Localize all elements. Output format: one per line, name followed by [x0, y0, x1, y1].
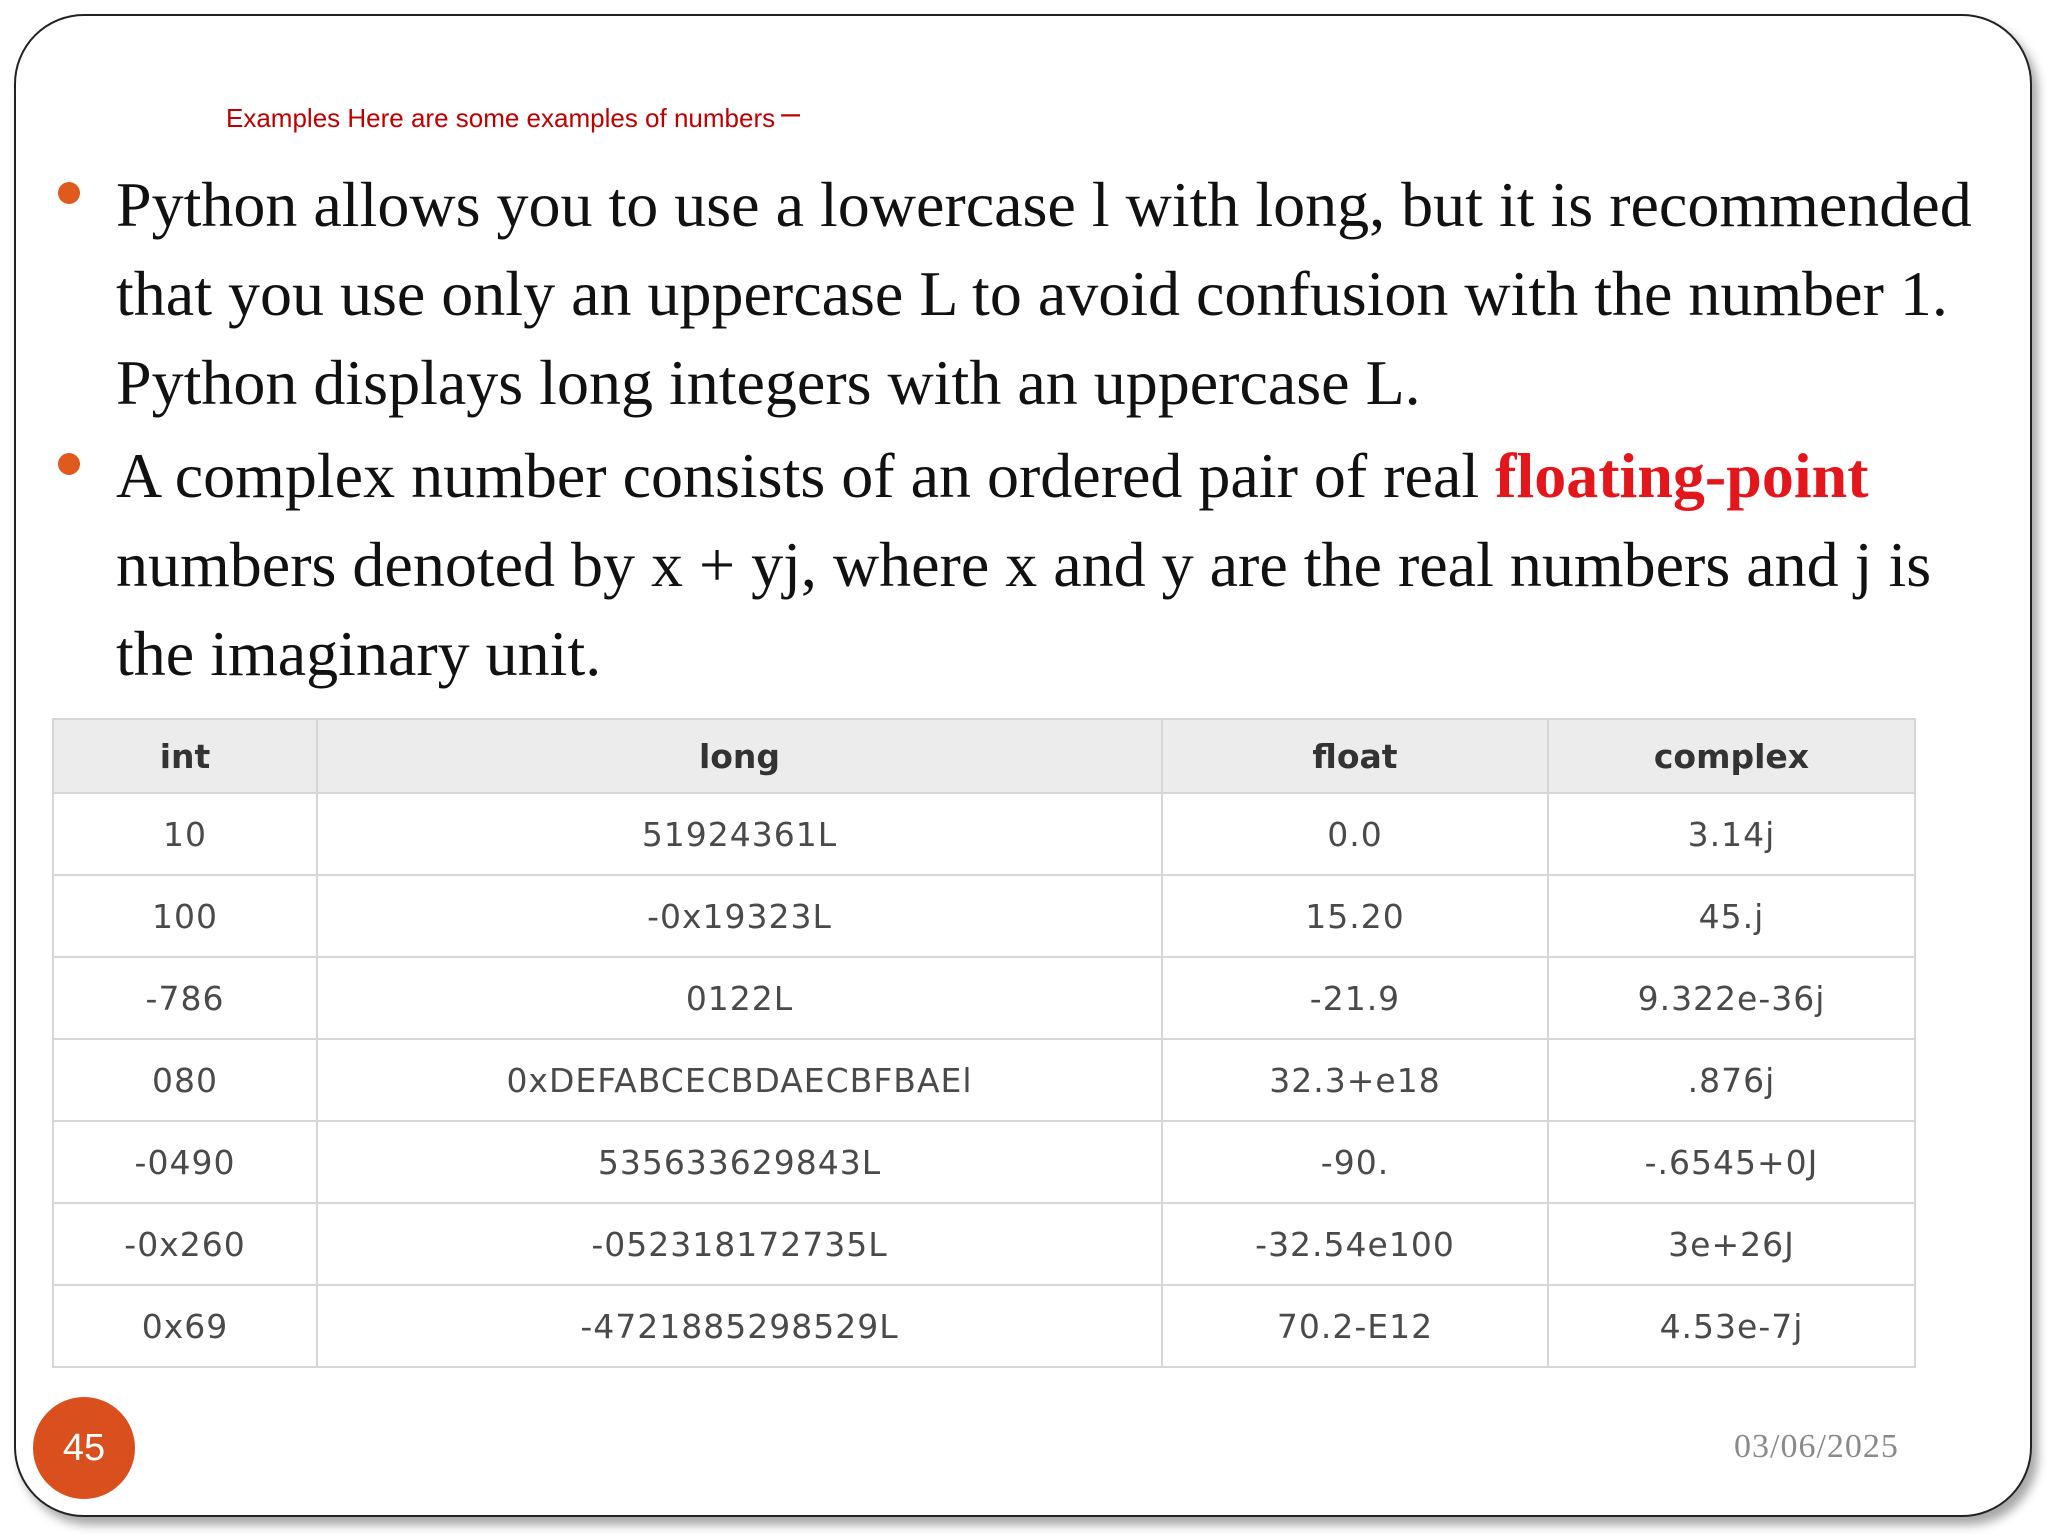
cell-long: -052318172735L	[317, 1203, 1162, 1285]
column-header-int: int	[53, 719, 317, 793]
table-body	[53, 793, 1915, 1367]
table-row	[53, 793, 1915, 875]
number-examples-table	[52, 718, 1916, 1368]
cell-long: 0122L	[317, 957, 1162, 1039]
table-row	[53, 1285, 1915, 1367]
cell-complex: 3.14j	[1548, 793, 1915, 875]
cell-complex: .876j	[1548, 1039, 1915, 1121]
cell-int: 100	[53, 875, 317, 957]
header-note-text: Examples Here are some examples of numbers	[226, 103, 776, 133]
column-header-complex: complex	[1548, 719, 1915, 793]
bullet-text-after: numbers denoted by x + yj, where x and y are the real numbers and j is the imaginary unit.	[116, 529, 1932, 689]
cell-long: 535633629843L	[317, 1121, 1162, 1203]
bullet-item-complex-numbers	[58, 431, 2018, 698]
slide-date: 03/06/2025	[1734, 1428, 1899, 1465]
bullet-text-before: A complex number consists of an ordered pair of real	[116, 440, 1496, 511]
cell-complex: -.6545+0J	[1548, 1121, 1915, 1203]
header-note	[226, 94, 800, 134]
table-row	[53, 875, 1915, 957]
table-header	[53, 719, 1915, 793]
cell-float: 0.0	[1162, 793, 1548, 875]
cell-int: -786	[53, 957, 317, 1039]
cell-long: 51924361L	[317, 793, 1162, 875]
cell-long: 0xDEFABCECBDAECBFBAEl	[317, 1039, 1162, 1121]
header-dash: –	[781, 94, 801, 132]
bullet-text: Python allows you to use a lowercase l with long, but it is recommended that you use only an uppercase L to avoid confusion with the number 1. Python displays long integers with an uppercase L.	[116, 169, 1972, 418]
cell-complex: 3e+26J	[1548, 1203, 1915, 1285]
cell-complex: 45.j	[1548, 875, 1915, 957]
bullet-emphasis: floating-point	[1495, 440, 1869, 511]
cell-long: -0x19323L	[317, 875, 1162, 957]
cell-int: 0x69	[53, 1285, 317, 1367]
table-row	[53, 1203, 1915, 1285]
cell-float: -90.	[1162, 1121, 1548, 1203]
cell-complex: 9.322e-36j	[1548, 957, 1915, 1039]
page-number: 45	[62, 1426, 106, 1469]
cell-int: -0490	[53, 1121, 317, 1203]
cell-int: -0x260	[53, 1203, 317, 1285]
page-number-badge	[33, 1397, 135, 1499]
cell-int: 080	[53, 1039, 317, 1121]
table-header-row	[53, 719, 1915, 793]
cell-float: 70.2-E12	[1162, 1285, 1548, 1367]
column-header-float: float	[1162, 719, 1548, 793]
cell-long: -4721885298529L	[317, 1285, 1162, 1367]
table-row	[53, 957, 1915, 1039]
cell-float: -21.9	[1162, 957, 1548, 1039]
bullet-dot-icon	[58, 182, 80, 204]
cell-float: 32.3+e18	[1162, 1039, 1548, 1121]
bullet-item-long-integers	[58, 160, 2018, 427]
cell-complex: 4.53e-7j	[1548, 1285, 1915, 1367]
bullet-dot-icon	[58, 453, 80, 475]
cell-int: 10	[53, 793, 317, 875]
column-header-long: long	[317, 719, 1162, 793]
cell-float: -32.54e100	[1162, 1203, 1548, 1285]
table-row	[53, 1121, 1915, 1203]
cell-float: 15.20	[1162, 875, 1548, 957]
bullet-list	[58, 160, 2018, 702]
table-row	[53, 1039, 1915, 1121]
